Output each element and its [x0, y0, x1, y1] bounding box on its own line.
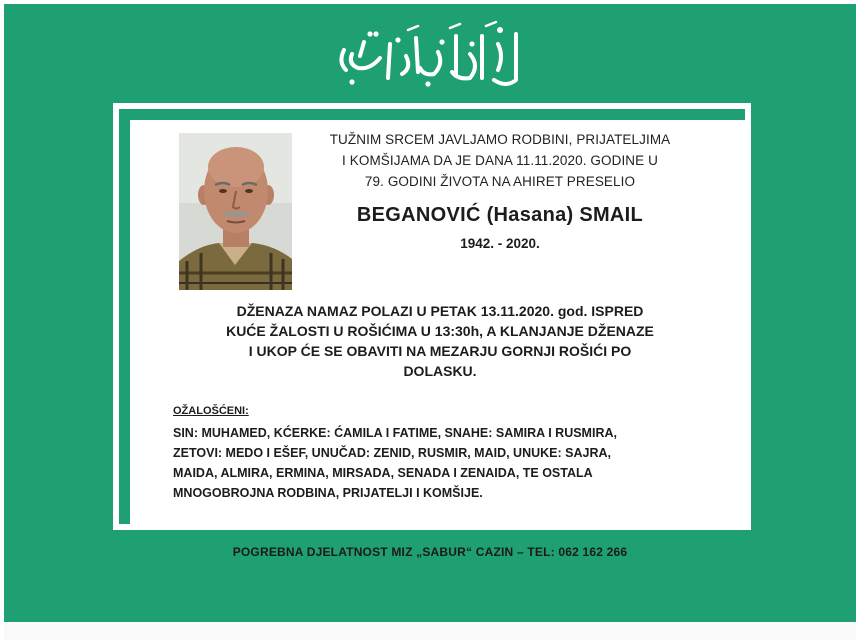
arabic-calligraphy-icon — [330, 14, 530, 98]
mourners-line: MNOGOBROJNA RODBINA, PRIJATELJI I KOMŠIJE. — [173, 486, 483, 500]
mourners-line: MAIDA, ALMIRA, ERMINA, MIRSADA, SENADA I ZENAIDA, TE OSTALA — [173, 466, 593, 480]
notice-content — [130, 120, 746, 525]
intro-line: I KOMŠIJAMA DA JE DANA 11.11.2020. GODINE U — [342, 153, 658, 168]
portrait-photo-icon — [179, 133, 292, 290]
life-years: 1942. - 2020. — [460, 236, 540, 251]
funeral-line: KUĆE ŽALOSTI U ROŠIĆIMA U 13:30h, A KLANJANJE DŽENAZE — [226, 323, 654, 339]
funeral-line: I UKOP ĆE SE OBAVITI NA MEZARJU GORNJI ROŠIĆI PO — [248, 343, 632, 359]
mourners-heading: OŽALOŠĆENI: — [173, 405, 249, 417]
funeral-service-footer: POGREBNA DJELATNOST MIZ „SABUR“ CAZIN – TEL: 062 162 266 — [232, 545, 628, 559]
notice-frame-green-border — [119, 109, 745, 524]
intro-line: TUŽNIM SRCEM JAVLJAMO RODBINI, PRIJATELJIMA — [329, 132, 671, 147]
mourners-list — [173, 423, 733, 503]
notice-frame — [113, 103, 751, 530]
paper-bottom-strip — [4, 622, 856, 640]
intro-line: 79. GODINI ŽIVOTA NA AHIRET PRESELIO — [364, 174, 636, 189]
funeral-line: DOLASKU. — [403, 363, 477, 379]
deceased-name: BEGANOVIĆ (Hasana) SMAIL — [356, 204, 644, 226]
intro-text — [290, 129, 710, 192]
funeral-line: DŽENAZA NAMAZ POLAZI U PETAK 13.11.2020. god. ISPRED — [236, 303, 644, 319]
funeral-details — [170, 301, 710, 381]
mourners-line: SIN: MUHAMED, KĆERKE: ĆAMILA I FATIME, SNAHE: SAMIRA I RUSMIRA, — [173, 426, 617, 440]
mourners-line: ZETOVI: MEDO I EŠEF, UNUČAD: ZENID, RUSMIR, MAID, UNUKE: SAJRA, — [173, 446, 611, 460]
